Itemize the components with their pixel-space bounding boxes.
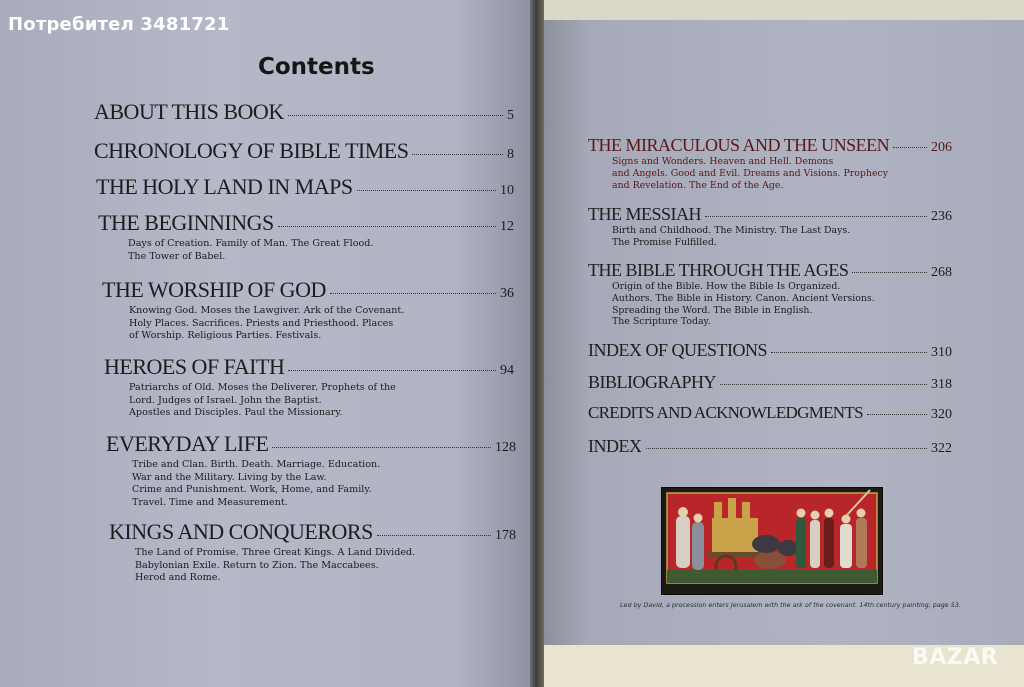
dot-leader bbox=[357, 190, 496, 191]
entry-page: 5 bbox=[507, 108, 514, 123]
entry-page: 268 bbox=[931, 265, 952, 280]
dot-leader bbox=[288, 370, 496, 371]
procession-painting bbox=[661, 487, 883, 595]
bazar-logo: BAZAR bbox=[912, 645, 999, 670]
entry-title: BIBLIOGRAPHY bbox=[588, 372, 717, 392]
contents-heading: Contents bbox=[258, 54, 375, 80]
toc-entry-messiah bbox=[588, 204, 952, 249]
dot-leader bbox=[867, 414, 927, 415]
toc-entry-miraculous bbox=[588, 135, 952, 191]
toc-entry-about bbox=[94, 99, 514, 125]
dot-leader bbox=[278, 226, 496, 227]
book-gutter bbox=[530, 0, 544, 687]
entry-page: 8 bbox=[507, 147, 514, 162]
toc-entry-worship bbox=[102, 277, 514, 343]
entry-page: 128 bbox=[495, 440, 516, 455]
entry-title: THE HOLY LAND IN MAPS bbox=[96, 174, 353, 199]
entry-page: 206 bbox=[931, 140, 952, 155]
dot-leader bbox=[330, 293, 496, 294]
entry-title: INDEX bbox=[588, 436, 642, 456]
entry-title: CHRONOLOGY OF BIBLE TIMES bbox=[94, 138, 409, 163]
entry-title: INDEX OF QUESTIONS bbox=[588, 340, 767, 360]
entry-details: Birth and Childhood. The Ministry. The Last Days. The Promise Fulfilled. bbox=[612, 225, 851, 248]
toc-entry-index-questions bbox=[588, 340, 952, 361]
dot-leader bbox=[377, 535, 491, 536]
dot-leader bbox=[412, 154, 503, 155]
entry-title: HEROES OF FAITH bbox=[104, 354, 285, 379]
dot-leader bbox=[288, 115, 503, 116]
entry-title: EVERYDAY LIFE bbox=[106, 431, 269, 456]
dot-leader bbox=[771, 352, 927, 353]
entry-title: THE WORSHIP OF GOD bbox=[102, 277, 326, 302]
toc-entry-bible-ages bbox=[588, 260, 952, 328]
painting-caption: Led by David, a procession enters Jerusalem with the ark of the covenant. 14th century painting, page 53. bbox=[620, 601, 961, 609]
entry-page: 94 bbox=[500, 363, 514, 378]
dot-leader bbox=[720, 384, 927, 385]
dot-leader bbox=[272, 447, 491, 448]
toc-entry-credits bbox=[588, 403, 952, 423]
toc-entry-bibliography bbox=[588, 372, 952, 393]
entry-title: THE BEGINNINGS bbox=[98, 210, 274, 235]
entry-details: Knowing God. Moses the Lawgiver. Ark of the Covenant. Holy Places. Sacrifices. Priests and Priesthood. Places of Worship. Religious Parties. Festivals. bbox=[129, 305, 405, 342]
entry-title: ABOUT THIS BOOK bbox=[94, 99, 284, 124]
entry-page: 10 bbox=[500, 183, 514, 198]
entry-details: The Land of Promise. Three Great Kings. A Land Divided. Babylonian Exile. Return to Zion. The Maccabees. Herod and Rome. bbox=[135, 547, 416, 584]
toc-entry-kings bbox=[109, 519, 516, 585]
entry-details: Tribe and Clan. Birth. Death. Marriage. Education. War and the Military. Living by the Law. Crime and Punishment. Work, Home, and Family. Travel. Time and Measurement. bbox=[132, 459, 381, 508]
entry-title: THE MIRACULOUS AND THE UNSEEN bbox=[588, 135, 890, 155]
entry-page: 320 bbox=[931, 407, 952, 422]
entry-page: 310 bbox=[931, 345, 952, 360]
toc-entry-everyday bbox=[106, 431, 516, 509]
painting-artwork bbox=[662, 488, 882, 594]
entry-page: 318 bbox=[931, 377, 952, 392]
entry-details: Signs and Wonders. Heaven and Hell. Demons and Angels. Good and Evil. Dreams and Visions. Prophecy and Revelation. The End of the Age. bbox=[612, 156, 889, 191]
entry-details: Origin of the Bible. How the Bible Is Organized. Authors. The Bible in History. Canon. Ancient Versions. Spreading the Word. The Bible in English. The Scripture Today. bbox=[612, 281, 875, 328]
dot-leader bbox=[852, 272, 927, 273]
user-watermark: Потребител 3481721 bbox=[8, 14, 230, 35]
entry-page: 236 bbox=[931, 209, 952, 224]
entry-details: Patriarchs of Old. Moses the Deliverer. Prophets of the Lord. Judges of Israel. John the Baptist. Apostles and Disciples. Paul the Missionary. bbox=[129, 382, 396, 419]
toc-entry-chronology bbox=[94, 138, 514, 164]
entry-page: 36 bbox=[500, 286, 514, 301]
entry-title: THE MESSIAH bbox=[588, 204, 702, 224]
dot-leader bbox=[705, 216, 927, 217]
entry-title: CREDITS AND ACKNOWLEDGMENTS bbox=[588, 403, 863, 422]
entry-page: 178 bbox=[495, 528, 516, 543]
toc-entry-beginnings bbox=[98, 210, 514, 263]
dot-leader bbox=[646, 448, 928, 449]
toc-entry-heroes bbox=[104, 354, 514, 420]
dot-leader bbox=[893, 147, 927, 148]
entry-details: Days of Creation. Family of Man. The Great Flood. The Tower of Babel. bbox=[128, 238, 374, 262]
entry-page: 322 bbox=[931, 441, 952, 456]
entry-page: 12 bbox=[500, 219, 514, 234]
toc-entry-index bbox=[588, 436, 952, 457]
entry-title: THE BIBLE THROUGH THE AGES bbox=[588, 260, 849, 280]
toc-entry-maps bbox=[96, 174, 514, 200]
entry-title: KINGS AND CONQUERORS bbox=[109, 519, 373, 544]
